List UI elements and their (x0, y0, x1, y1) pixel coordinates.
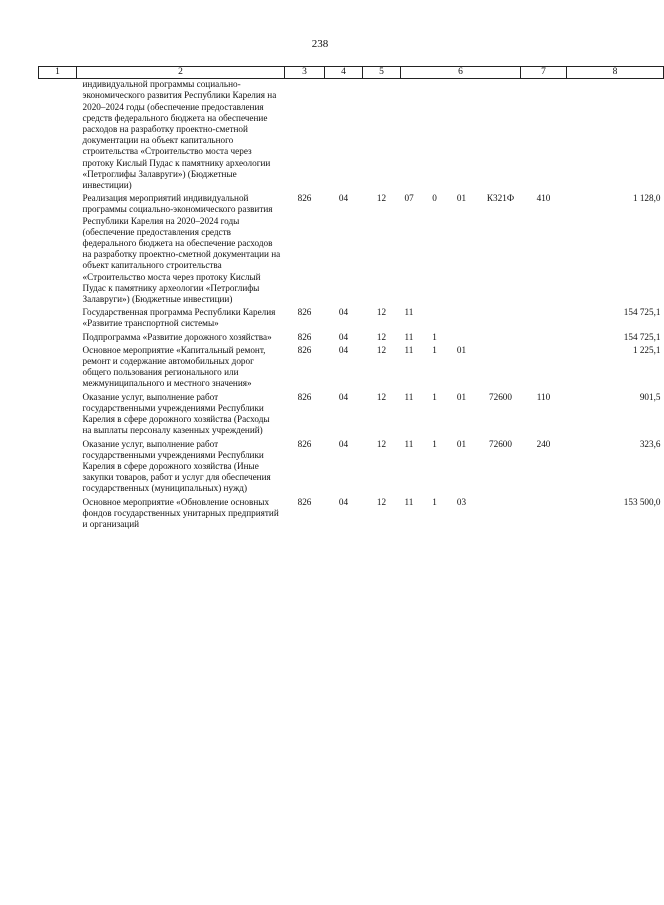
table-row (39, 332, 664, 345)
cell-expense-type: 410 (536, 193, 551, 204)
cell-section: 04 (338, 344, 349, 355)
cell-program: 11 (404, 391, 414, 402)
cell-subsection: 12 (376, 193, 387, 204)
cell-amount (567, 79, 664, 194)
cell-subsection: 12 (376, 344, 387, 355)
cell-measure: 01 (456, 344, 467, 355)
cell-subsection (363, 79, 401, 194)
cell-measure (443, 332, 481, 345)
column-header-8: 8 (567, 67, 664, 79)
cell-program: 11 (404, 344, 414, 355)
row-name: Оказание услуг, выполнение работ государственными учреждениями Республики Карелия в сфере дорожного хозяйства (Расходы на выплаты персоналу казенных учреждений) (82, 391, 270, 436)
cell-section: 04 (338, 193, 349, 204)
table-header-row (39, 67, 664, 79)
cell-ministry: 826 (297, 193, 312, 204)
column-header-6: 6 (401, 67, 521, 79)
cell-direction (481, 345, 521, 392)
cell-subsection: 12 (376, 391, 387, 402)
cell-section: 04 (338, 496, 349, 507)
cell-direction: 72600 (489, 391, 512, 402)
cell-ministry (285, 79, 325, 194)
cell-amount: 153 500,0 (623, 496, 661, 507)
cell-subprogram (427, 307, 443, 331)
cell-section: 04 (338, 331, 349, 342)
row-name: Основное мероприятие «Капитальный ремонт, ремонт и содержание автомобильных дорог общего пользования регионального или межмуниципального и местного значения» (82, 344, 266, 389)
cell-subprogram: 1 (432, 344, 437, 355)
row-name: Основное мероприятие «Обновление основных фондов государственных унитарных предприятий и организаций (82, 496, 279, 529)
cell-ministry: 826 (297, 438, 312, 449)
cell-subsection: 12 (376, 496, 387, 507)
cell-ministry: 826 (297, 391, 312, 402)
cell-expense-type (521, 307, 567, 331)
cell-subprogram (427, 79, 443, 194)
row-name: Подпрограмма «Развитие дорожного хозяйства» (82, 331, 272, 342)
cell-subsection: 12 (376, 331, 387, 342)
cell-section: 04 (338, 307, 349, 318)
cell-expense-type (521, 79, 567, 194)
cell-ministry: 826 (297, 331, 312, 342)
table-row (39, 497, 664, 533)
cell-subprogram: 1 (432, 331, 437, 342)
cell-subsection: 12 (376, 438, 387, 449)
cell-amount: 154 725,1 (623, 331, 661, 342)
cell-direction (481, 79, 521, 194)
cell-amount: 1 225,1 (632, 344, 661, 355)
cell-measure: 03 (456, 496, 467, 507)
cell-measure: 01 (456, 391, 467, 402)
cell-subsection: 12 (376, 307, 387, 318)
cell-ministry: 826 (297, 307, 312, 318)
table-row (39, 193, 664, 307)
cell-program: 11 (404, 307, 414, 318)
column-header-2: 2 (77, 67, 285, 79)
cell-expense-type: 240 (536, 438, 551, 449)
table-row (39, 439, 664, 497)
cell-program: 11 (404, 496, 414, 507)
cell-section (325, 79, 363, 194)
cell-direction: 72600 (489, 438, 512, 449)
cell-ministry: 826 (297, 344, 312, 355)
cell-subprogram: 1 (432, 438, 437, 449)
cell-measure: 01 (456, 193, 467, 204)
table-row (39, 345, 664, 392)
cell-amount: 1 128,0 (632, 193, 661, 204)
cell-direction (481, 307, 521, 331)
cell-amount: 323,6 (639, 438, 661, 449)
column-header-1: 1 (39, 67, 77, 79)
cell-measure: 01 (456, 438, 467, 449)
cell-measure (443, 307, 481, 331)
cell-expense-type (521, 332, 567, 345)
table-body (39, 79, 664, 532)
cell-direction (481, 497, 521, 533)
column-header-5: 5 (363, 67, 401, 79)
cell-ministry: 826 (297, 496, 312, 507)
column-header-3: 3 (285, 67, 325, 79)
cell-subprogram: 1 (432, 496, 437, 507)
cell-expense-type (521, 497, 567, 533)
column-header-7: 7 (521, 67, 567, 79)
cell-measure (443, 79, 481, 194)
cell-section: 04 (338, 391, 349, 402)
cell-expense-type (521, 345, 567, 392)
table-row (39, 79, 664, 194)
cell-program: 11 (404, 331, 414, 342)
cell-expense-type: 110 (536, 391, 551, 402)
row-name: Реализация мероприятий индивидуальной программы социально-экономического развития Республики Карелия на 2020–2024 годы (обеспечение предоставления средств федерального бюджета на обеспечение расходов на разработку проектно-сметной документации на объект капитального строительства «Строительство моста через протоку Кислый Пудас к памятнику археологии «Петроглифы Залавруги») (Бюджетные инвестиции) (82, 193, 281, 305)
page-number: 238 (311, 38, 329, 50)
cell-subprogram: 0 (432, 193, 437, 204)
column-header-4: 4 (325, 67, 363, 79)
cell-direction (481, 332, 521, 345)
budget-table (38, 66, 664, 532)
cell-subprogram: 1 (432, 391, 437, 402)
cell-program: 07 (404, 193, 414, 204)
cell-amount: 154 725,1 (623, 307, 661, 318)
row-name: индивидуальной программы социально-экономического развития Республики Карелия на 2020–2024 годы (обеспечение предоставления средств федерального бюджета на обеспечение расходов на разработку проектно-сметной документации на объект капитального строительства «Строительство моста через протоку Кислый Пудас к памятнику археологии «Петроглифы Залавруги») (Бюджетные инвестиции) (82, 79, 277, 191)
cell-amount: 901,5 (639, 391, 661, 402)
row-name: Оказание услуг, выполнение работ государственными учреждениями Республики Карелия в сфере дорожного хозяйства (Иные закупки товаров, работ и услуг для обеспечения государственных (муниципальных) нужд) (82, 438, 271, 494)
cell-program: 11 (404, 438, 414, 449)
cell-direction: К321Ф (486, 193, 515, 204)
table-row (39, 392, 664, 439)
table-row (39, 307, 664, 331)
row-name: Государственная программа Республики Карелия «Развитие транспортной системы» (82, 307, 276, 329)
cell-section: 04 (338, 438, 349, 449)
cell-program (401, 79, 427, 194)
